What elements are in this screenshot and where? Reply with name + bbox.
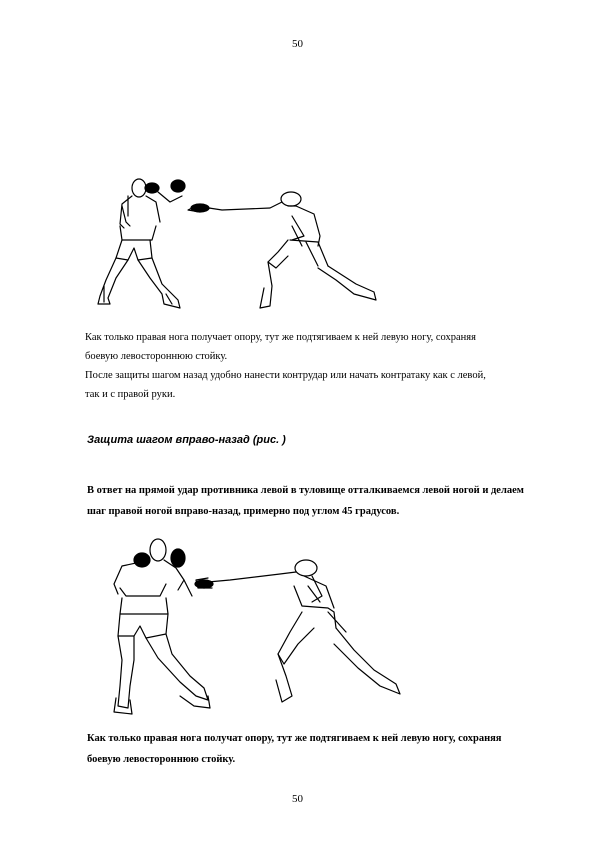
paragraph-3	[87, 480, 557, 522]
paragraph-4	[87, 728, 557, 770]
page-number-top: 50	[292, 38, 303, 50]
paragraph-2	[85, 366, 555, 404]
paragraph-4-line-1: Как только правая нога получат опору, тут же подтягиваем к ней левую ногу, сохраняя	[87, 733, 502, 744]
paragraph-1-line-1: Как только правая нога получает опору, тут же подтягиваем к ней левую ногу, сохраняя	[85, 332, 476, 343]
attacker-figure	[188, 192, 376, 308]
defender-figure	[98, 179, 185, 308]
boxers-illustration-1	[92, 176, 387, 318]
defender-figure-2	[114, 539, 210, 714]
section-heading: Защита шагом вправо-назад (рис. )	[87, 434, 286, 446]
paragraph-2-line-1: После защиты шагом назад удобно нанести контрудар или начать контратаку как с левой,	[85, 370, 486, 381]
page-number-bottom: 50	[292, 793, 303, 805]
paragraph-2-line-2: так и с правой руки.	[85, 389, 176, 400]
boxers-illustration-2	[100, 536, 410, 726]
paragraph-3-line-1: В ответ на прямой удар противника левой в туловище отталкиваемся левой ногой и делаем	[87, 485, 524, 496]
paragraph-3-line-2: шаг правой ногой вправо-назад, примерно под углом 45 градусов.	[87, 506, 400, 517]
attacker-figure-2	[195, 560, 400, 702]
paragraph-1-line-2: боевую левостороннюю стойку.	[85, 351, 228, 362]
paragraph-1	[85, 328, 555, 366]
paragraph-4-line-2: боевую левостороннюю стойку.	[87, 754, 236, 765]
